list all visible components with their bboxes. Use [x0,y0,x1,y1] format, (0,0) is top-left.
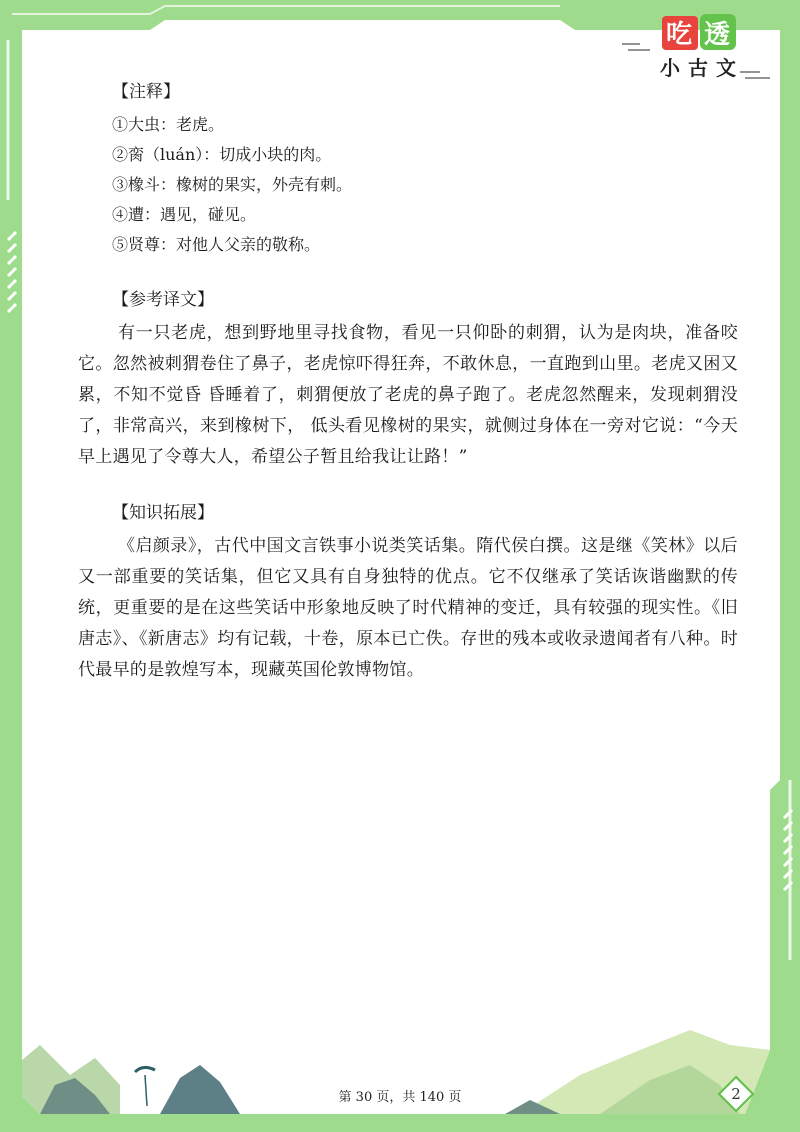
note-item: ②脔（luán）：切成小块的肉。 [112,145,332,164]
notes-heading: 【注释】 [112,82,180,102]
translation-section [78,286,738,473]
notes-section [78,78,738,260]
left-stripes-decoration [8,232,16,312]
extension-heading: 【知识拓展】 [112,503,214,523]
note-item: ⑤贤尊：对他人父亲的敬称。 [112,235,321,254]
translation-text: 有一只老虎，想到野地里寻找食物，看见一只仰卧的刺猬，认为是肉块，准备咬它。忽然被刺猬卷住了鼻子，老虎惊吓得狂奔，不敢休息，一直跑到山里。老虎又困又累，不知不觉昏 昏睡着了，刺猬便放了老虎的鼻子跑了。老虎忽然醒来，发现刺猬没了，非常高兴，来到橡树下， 低头看见橡树的果实，就侧过身体在一旁对它说：“今天早上遇见了令尊大人，希望公子暂且给我让让路！” [78,323,738,467]
page-footer: 第 30 页，共 140 页 [338,1090,462,1105]
translation-heading: 【参考译文】 [112,290,214,310]
brand-logo [620,12,780,82]
note-item: ③橡斗：橡树的果实，外壳有刺。 [112,175,353,194]
extension-text: 《启颜录》，古代中国文言铁事小说类笑话集。隋代侯白撰。这是继《笑林》以后又一部重要的笑话集，但它又具有自身独特的优点。它不仅继承了笑话诙谐幽默的传统，更重要的是在这些笑话中形象地反映了时代精神的变迁，具有较强的现实性。《旧唐志》、《新唐志》均有记载，十卷，原本已亡佚。存世的残本或收录遗闻者有八种。时代最早的是敦煌写本，现藏英国伦敦博物馆。 [78,536,738,680]
extension-section [78,499,738,686]
logo-char-1: 吃 [666,20,693,50]
note-item: ①大虫：老虎。 [112,115,225,134]
logo-char-2: 透 [704,20,731,50]
logo-subtitle: 小古文 [660,56,744,80]
note-item: ④遭：遇见，碰见。 [112,205,257,224]
page-number: 2 [731,1085,741,1103]
page-content [78,78,738,712]
page-number-badge [717,1075,755,1113]
